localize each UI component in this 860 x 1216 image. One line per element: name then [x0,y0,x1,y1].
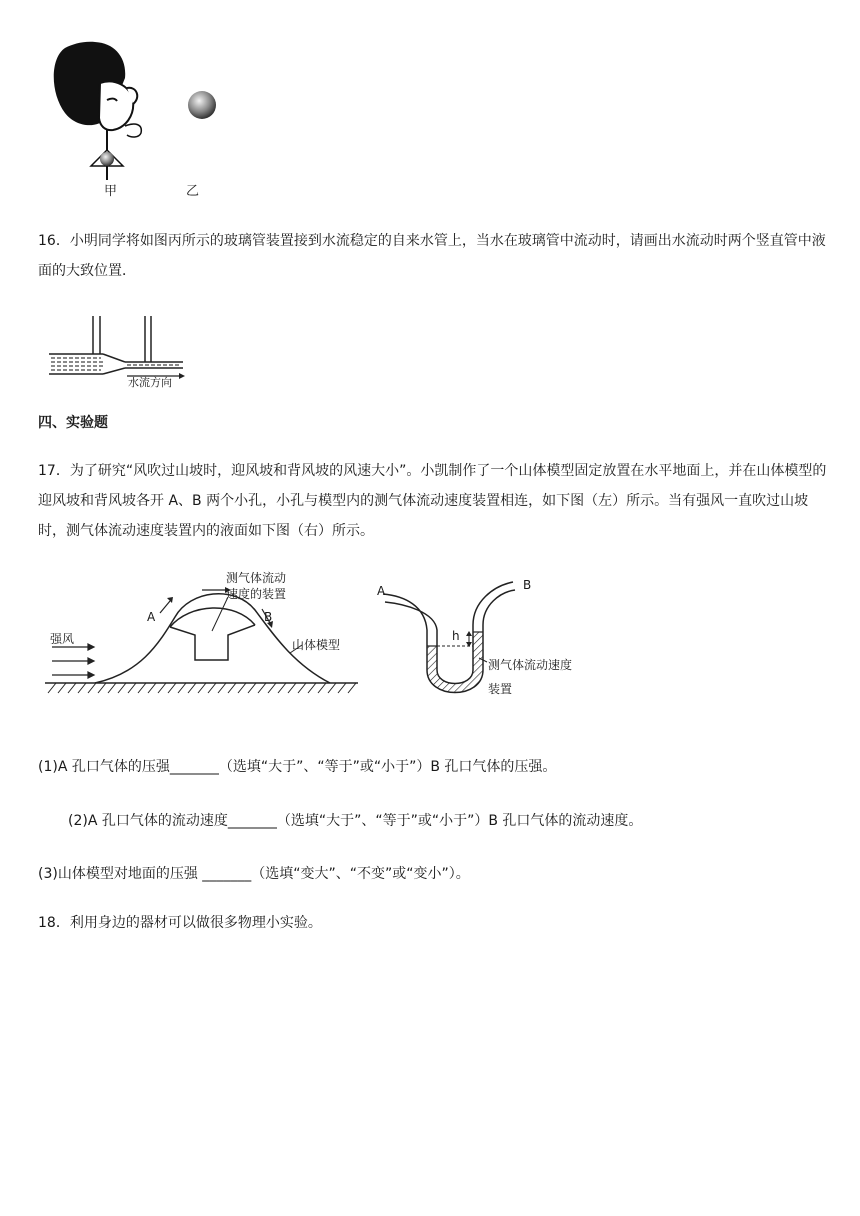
utube-h-label: h [452,629,460,643]
figure-jia-yi [45,38,235,198]
device-label-2: 速度的装置 [226,587,287,601]
mountain-label: 山体模型 [292,638,341,652]
question-17-sub-3: (3)山体模型对地面的压强 _______（选填“变大”、“不变”或“变小”）。 [38,866,470,882]
label-jia: 甲 [104,184,118,199]
label-yi: 乙 [186,184,200,199]
section-title: 四、实验题 [38,415,108,431]
water-flow-label: 水流方向 [128,376,172,389]
utube-device-label-1: 测气体流动速度 [488,658,573,672]
question-18-text: 18．利用身边的器材可以做很多物理小实验。 [38,915,322,931]
figure-mountain-model [40,565,360,705]
question-17-sub-2: (2)A 孔口气体的流动速度_______（选填“大于”、“等于”或“小于”）B 孔口气体的流动速度。 [68,813,643,829]
figure-u-tube [375,580,595,710]
utube-device-label-2: 装置 [488,682,513,696]
device-label-1: 测气体流动 [226,571,287,585]
hole-a-label: A [147,610,156,624]
utube-b-label: B [523,578,532,592]
question-16-text: 16．小明同学将如图丙所示的玻璃管装置接到水流稳定的自来水管上，当水在玻璃管中流动时，请画出水流动时两个竖直管中液面的大致位置． [38,233,826,279]
question-17-text: 17．为了研究“风吹过山坡时，迎风坡和背风坡的风速大小”。小凯制作了一个山体模型固定放置在水平地面上，并在山体模型的迎风坡和背风坡各开 A、B 两个小孔，小孔与模型内的测气体流动速度装置相连，如下图（左）所示。当有强风一直吹过山坡时，测气体流动速度装置内的液面如下图（右）所示。 [38,463,827,539]
question-17-sub-1: (1)A 孔口气体的压强_______（选填“大于”、“等于”或“小于”）B 孔口气体的压强。 [38,759,557,775]
hole-b-label: B [264,610,273,624]
figure-glass-tube [45,312,205,392]
utube-a-label: A [377,584,386,598]
wind-label: 强风 [50,632,75,646]
